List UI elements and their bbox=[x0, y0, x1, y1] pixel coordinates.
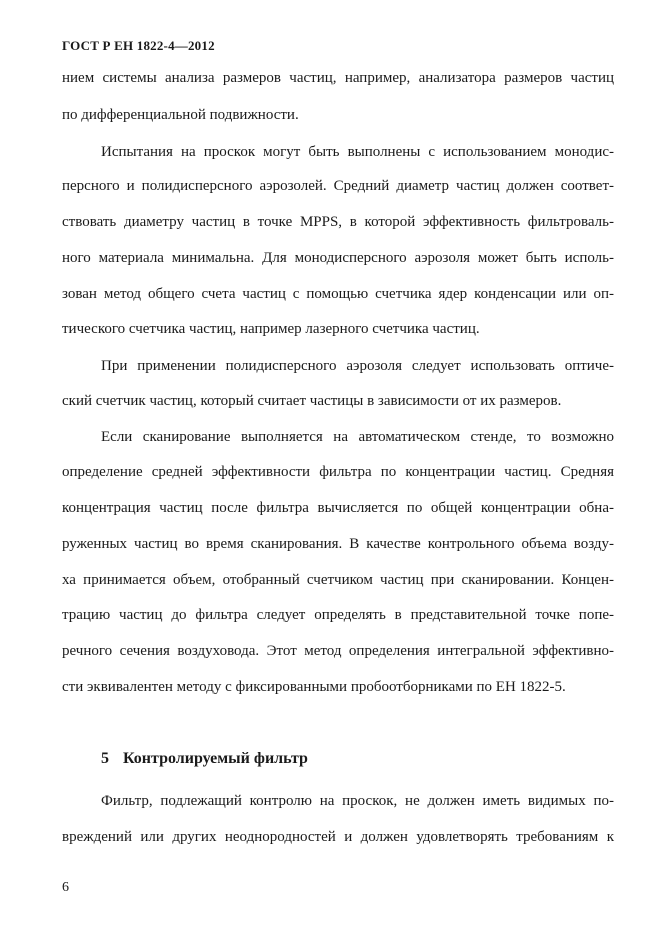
text-line: ного материала минимальна. Для монодисперсного аэрозоля может быть исполь- bbox=[62, 250, 614, 266]
text-line: Испытания на проскок могут быть выполнены с использованием монодис- bbox=[101, 144, 614, 160]
text-line: вреждений или других неоднородностей и должен удовлетворять требованиям к bbox=[62, 829, 614, 845]
text-line: ствовать диаметру частиц в точке MPPS, в которой эффективность фильтроваль- bbox=[62, 214, 614, 230]
page-number: 6 bbox=[62, 880, 69, 895]
text-line: концентрация частиц после фильтра вычисляется по общей концентрации обна- bbox=[62, 500, 614, 516]
text-line: персного и полидисперсного аэрозолей. Средний диаметр частиц должен соответ- bbox=[62, 178, 614, 194]
text-line: нием системы анализа размеров частиц, например, анализатора размеров частиц bbox=[62, 70, 614, 86]
text-line: речного сечения воздуховода. Этот метод определения интегральной эффективно- bbox=[62, 643, 614, 659]
text-line: зован метод общего счета частиц с помощью счетчика ядер конденсации или оп- bbox=[62, 286, 614, 302]
text-line: Фильтр, подлежащий контролю на проскок, не должен иметь видимых по- bbox=[101, 793, 614, 809]
text-line: При применении полидисперсного аэрозоля следует использовать оптиче- bbox=[101, 358, 614, 374]
section-title: Контролируемый фильтр bbox=[123, 750, 308, 767]
section-heading bbox=[101, 750, 308, 768]
text-line: сти эквивалентен методу с фиксированными пробоотборниками по ЕН 1822-5. bbox=[62, 679, 566, 695]
text-line: трацию частиц до фильтра следует определять в представительной точке попе- bbox=[62, 607, 614, 623]
text-line: тического счетчика частиц, например лазерного счетчика частиц. bbox=[62, 321, 480, 337]
text-line: ха принимается объем, отобранный счетчиком частиц при сканировании. Концен- bbox=[62, 572, 614, 588]
text-line: Если сканирование выполняется на автоматическом стенде, то возможно bbox=[101, 429, 614, 445]
text-line: по дифференциальной подвижности. bbox=[62, 107, 299, 123]
text-line: руженных частиц во время сканирования. В качестве контрольного объема возду- bbox=[62, 536, 614, 552]
section-number: 5 bbox=[101, 750, 109, 767]
document-header: ГОСТ Р ЕН 1822-4—2012 bbox=[62, 38, 215, 53]
text-line: определение средней эффективности фильтра по концентрации частиц. Средняя bbox=[62, 464, 614, 480]
text-line: ский счетчик частиц, который считает частицы в зависимости от их размеров. bbox=[62, 393, 562, 409]
